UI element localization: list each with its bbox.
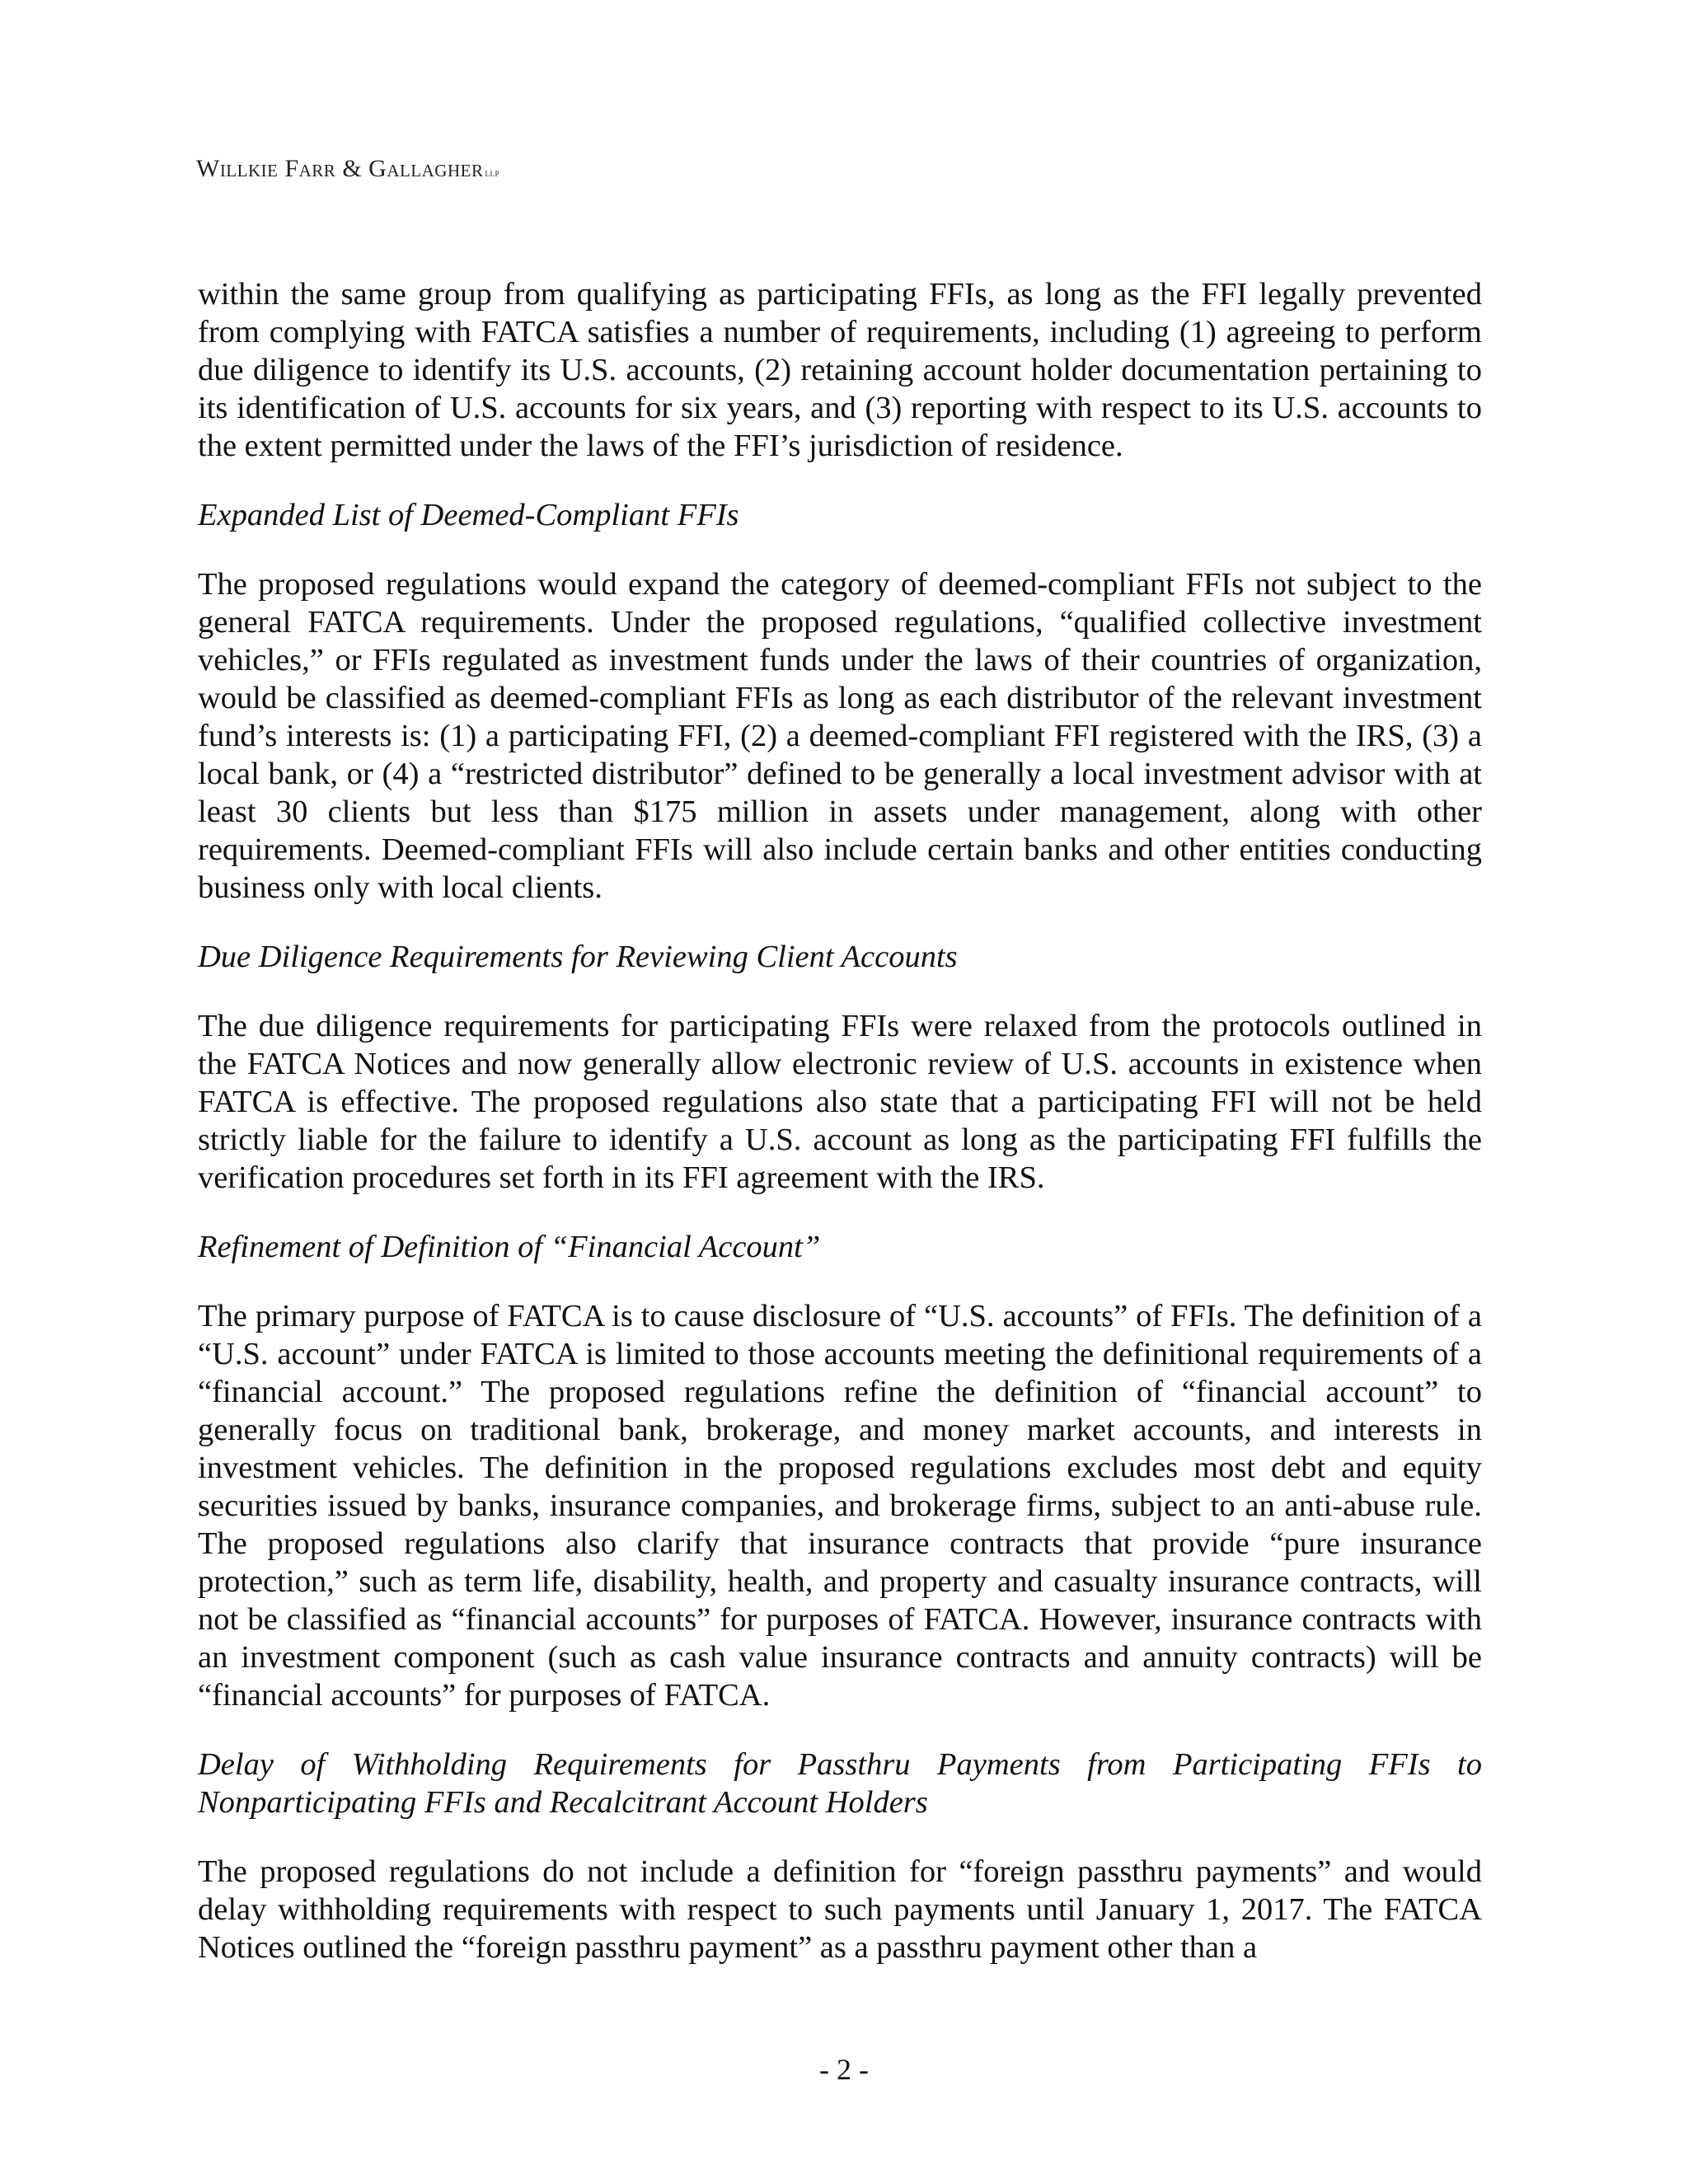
paragraph-2: The proposed regulations would expand the category of deemed-compliant FFIs not subject to the general FATCA requirements. Under the proposed regulations, “qualified collective investment vehicles,” or FFIs regulated as investment funds under the laws of their countries of organization, would be classified as deemed-compliant FFIs as long as each distributor of the relevant investment fund’s interests is: (1) a participating FFI, (2) a deemed-compliant FFI registered with the IRS, (3) a local bank, or (4) a “restricted distributor” defined to be generally a local investment advisor with at least 30 clients but less than $175 million in assets under management, along with other requirements. Deemed-compliant FFIs will also include certain banks and other entities conducting business only with local clients.	[198, 567, 1482, 905]
firm-name: Willkie Farr & Gallagher	[196, 155, 484, 182]
section-heading-3: Refinement of Definition of “Financial Account”	[198, 1230, 821, 1264]
paragraph-4: The primary purpose of FATCA is to cause disclosure of “U.S. accounts” of FFIs. The definition of a “U.S. account” under FATCA is limited to those accounts meeting the definitional requirements of a “financial account.” The proposed regulations refine the definition of “financial account” to generally focus on traditional bank, brokerage, and money market accounts, and interests in investment vehicles. The definition in the proposed regulations excludes most debt and equity securities issued by banks, insurance companies, and brokerage firms, subject to an anti-abuse rule. The proposed regulations also clarify that insurance contracts that provide “pure insurance protection,” such as term life, disability, health, and property and casualty insurance contracts, will not be classified as “financial accounts” for purposes of FATCA. However, insurance contracts with an investment component (such as cash value insurance contracts and annuity contracts) will be “financial accounts” for purposes of FATCA.	[198, 1299, 1482, 1713]
section-heading-4: Delay of Withholding Requirements for Passthru Payments from Participating FFIs to Nonparticipating FFIs and Recalcitrant Account Holders	[198, 1747, 1482, 1820]
document-body	[198, 275, 1482, 1966]
paragraph-1: within the same group from qualifying as participating FFIs, as long as the FFI legally prevented from complying with FATCA satisfies a number of requirements, including (1) agreeing to perform due diligence to identify its U.S. accounts, (2) retaining account holder documentation pertaining to its identification of U.S. accounts for six years, and (3) reporting with respect to its U.S. accounts to the extent permitted under the laws of the FFI’s jurisdiction of residence.	[198, 277, 1482, 463]
firm-letterhead	[196, 155, 499, 183]
section-heading-2: Due Diligence Requirements for Reviewing Client Accounts	[198, 940, 958, 974]
firm-name-suffix: llp	[485, 166, 499, 179]
paragraph-3: The due diligence requirements for participating FFIs were relaxed from the protocols outlined in the FATCA Notices and now generally allow electronic review of U.S. accounts in existence when FATCA is effective. The proposed regulations also state that a participating FFI will not be held strictly liable for the failure to identify a U.S. account as long as the participating FFI fulfills the verification procedures set forth in its FFI agreement with the IRS.	[198, 1009, 1482, 1195]
paragraph-5: The proposed regulations do not include a definition for “foreign passthru payments” and would delay withholding requirements with respect to such payments until January 1, 2017. The FATCA Notices outlined the “foreign passthru payment” as a passthru payment other than a	[198, 1854, 1482, 1965]
page-number: - 2 -	[819, 2053, 869, 2086]
section-heading-1: Expanded List of Deemed-Compliant FFIs	[198, 498, 739, 532]
